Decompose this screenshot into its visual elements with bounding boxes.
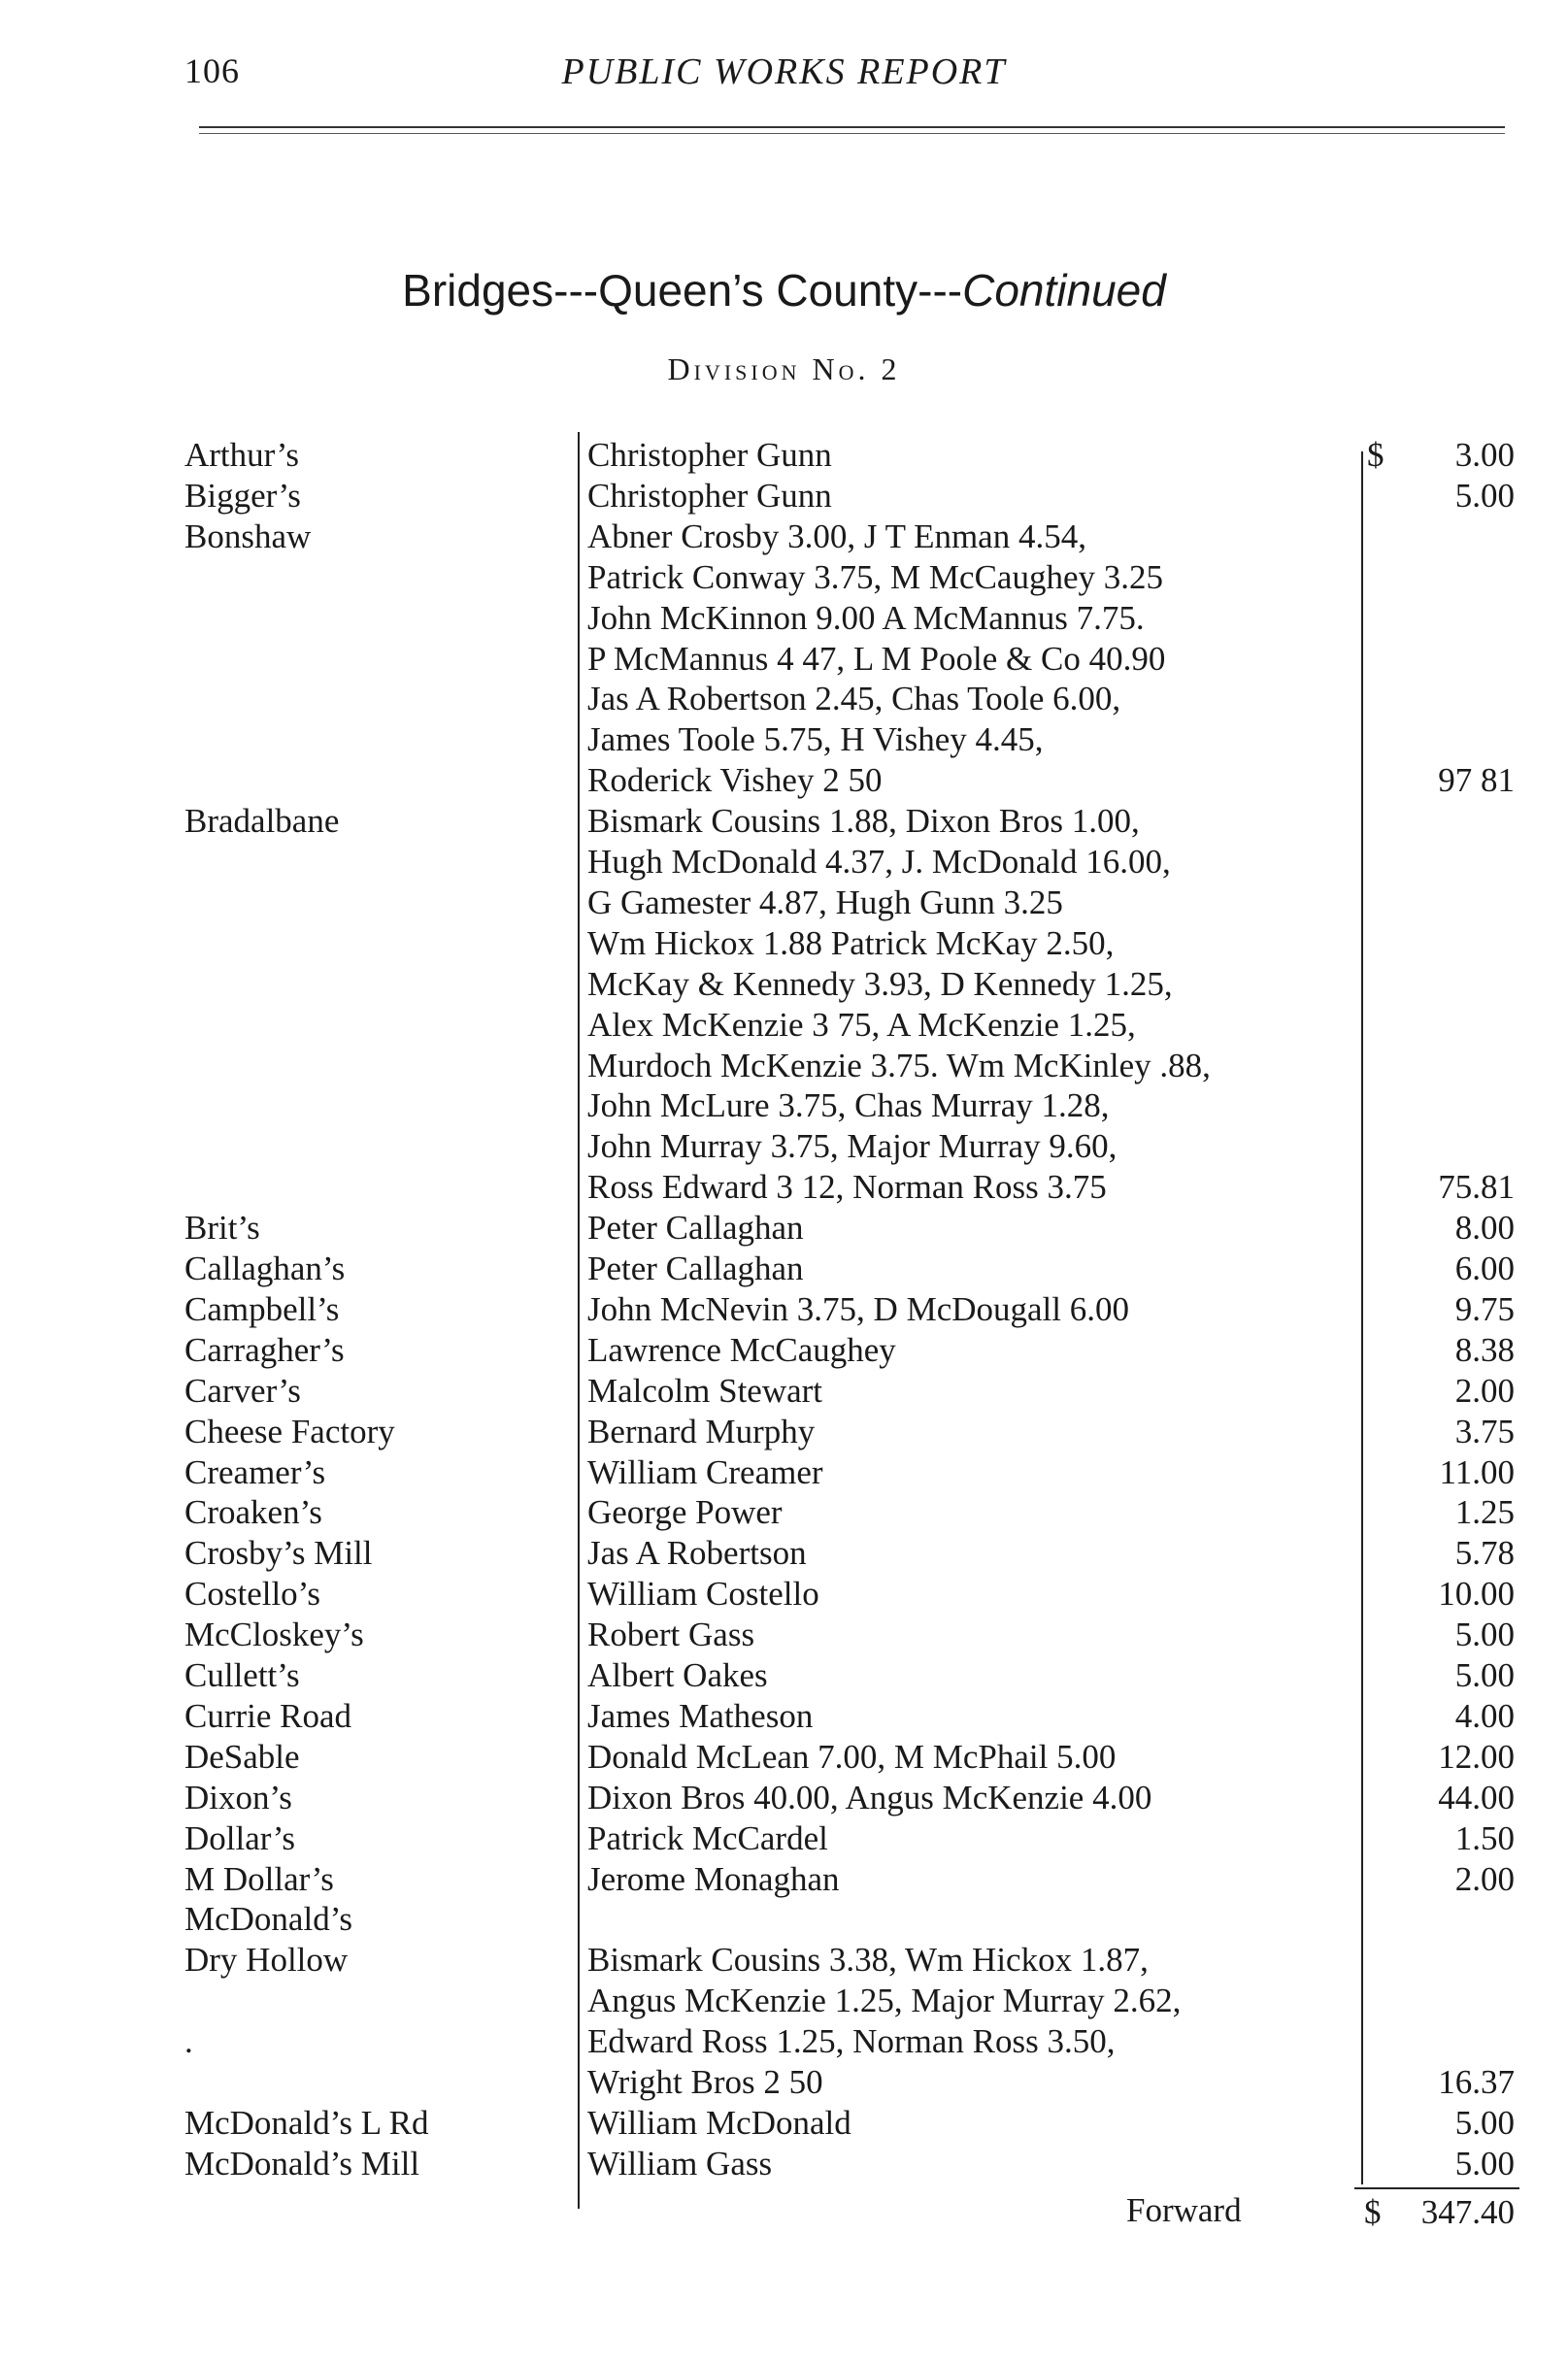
bridge-name: McCloskey’s — [184, 1616, 364, 1654]
bridge-name: Crosby’s Mill — [184, 1534, 373, 1573]
payee-entry: Wright Bros 2 50 — [587, 2063, 823, 2101]
payee-entry: Hugh McDonald 4.37, J. McDonald 16.00, — [587, 843, 1171, 881]
ledger-row — [0, 1533, 1568, 1574]
payee-entry: Malcolm Stewart — [587, 1371, 823, 1410]
ledger-row — [0, 1085, 1568, 1126]
ledger-row — [0, 842, 1568, 883]
payee-entry: Bernard Murphy — [587, 1412, 816, 1450]
payee-entry: Angus McKenzie 1.25, Major Murray 2.62, — [587, 1982, 1182, 2020]
payee-entry: George Power — [587, 1493, 783, 1532]
ledger-row — [0, 923, 1568, 964]
bridge-name: Carragher’s — [184, 1330, 345, 1369]
amount-value: 3.00 — [1454, 436, 1515, 474]
payee-entry: John McLure 3.75, Chas Murray 1.28, — [587, 1086, 1110, 1125]
ledger-row — [0, 1046, 1568, 1086]
payee-entry: James Toole 5.75, H Vishey 4.45, — [587, 720, 1044, 759]
division-heading: Division No. 2 — [667, 351, 901, 386]
ledger-row — [0, 1940, 1568, 1981]
bridge-name: M Dollar’s — [184, 1859, 334, 1898]
payee-entry: Edward Ross 1.25, Norman Ross 3.50, — [587, 2022, 1116, 2061]
ledger-row — [0, 1371, 1568, 1412]
payee-entry: John McKinnon 9.00 A McMannus 7.75. — [587, 598, 1145, 637]
payee-entry: Alex McKenzie 3 75, A McKenzie 1.25, — [587, 1005, 1136, 1044]
payee-entry: Peter Callaghan — [587, 1209, 804, 1248]
payee-entry: Jas A Robertson 2.45, Chas Toole 6.00, — [587, 680, 1121, 718]
payee-entry: William McDonald — [587, 2103, 851, 2142]
ledger-row — [0, 801, 1568, 842]
forward-dollar-sign: $ — [1364, 2193, 1382, 2231]
title-continued: Continued — [962, 265, 1166, 316]
bridge-name: Arthur’s — [184, 436, 299, 474]
page-title — [0, 264, 1568, 317]
ledger-row — [0, 1492, 1568, 1533]
ledger-row — [0, 476, 1568, 517]
bridge-name: Campbell’s — [184, 1289, 340, 1328]
ledger-row — [0, 1615, 1568, 1655]
ledger-row — [0, 557, 1568, 598]
ledger-row — [0, 517, 1568, 557]
bridge-name: Cullett’s — [184, 1656, 300, 1694]
ledger-row — [0, 1126, 1568, 1167]
amount-value: 12.00 — [1438, 1737, 1515, 1776]
bridge-name: Dry Hollow — [184, 1941, 349, 1980]
page-number: 106 — [184, 51, 240, 90]
bridge-name: DeSable — [184, 1737, 300, 1776]
bridge-name: Croaken’s — [184, 1493, 322, 1532]
payee-entry: Christopher Gunn — [587, 476, 832, 515]
bridge-name: Bonshaw — [184, 517, 312, 555]
bridge-name: Costello’s — [184, 1575, 321, 1614]
header-rule — [199, 126, 1505, 128]
payee-entry: G Gamester 4.87, Hugh Gunn 3.25 — [587, 883, 1063, 921]
payee-entry: William Creamer — [587, 1452, 823, 1491]
payee-entry: Patrick Conway 3.75, M McCaughey 3.25 — [587, 557, 1163, 596]
payee-entry: John Murray 3.75, Major Murray 9.60, — [587, 1127, 1118, 1166]
amount-value: 5.78 — [1454, 1534, 1515, 1573]
bridge-name: McDonald’s Mill — [184, 2144, 420, 2183]
amount-value: 5.00 — [1454, 1616, 1515, 1654]
ledger-row — [0, 1818, 1568, 1859]
amount-value: 5.00 — [1454, 476, 1515, 515]
amount-value: 75.81 — [1438, 1168, 1515, 1207]
amount-value: 2.00 — [1454, 1859, 1515, 1898]
bridge-name: Creamer’s — [184, 1452, 326, 1491]
ledger-row — [0, 760, 1568, 801]
bridge-name: Cheese Factory — [184, 1412, 395, 1450]
ledger-row — [0, 1859, 1568, 1900]
ledger-row — [0, 1005, 1568, 1046]
dollar-sign: $ — [1367, 436, 1385, 474]
ledger-row — [0, 1289, 1568, 1330]
payee-entry: William Gass — [587, 2144, 773, 2183]
bridge-name: Brit’s — [184, 1209, 260, 1248]
ledger-row — [0, 1452, 1568, 1493]
ledger-row — [0, 1574, 1568, 1615]
payee-entry: McKay & Kennedy 3.93, D Kennedy 1.25, — [587, 964, 1173, 1003]
payee-entry: Jerome Monaghan — [587, 1859, 840, 1898]
ledger-row — [0, 1208, 1568, 1249]
amount-value: 44.00 — [1438, 1778, 1515, 1816]
amount-value: 9.75 — [1454, 1289, 1515, 1328]
payee-entry: Abner Crosby 3.00, J T Enman 4.54, — [587, 517, 1086, 555]
amount-value: 5.00 — [1454, 1656, 1515, 1694]
payee-entry: John McNevin 3.75, D McDougall 6.00 — [587, 1289, 1130, 1328]
payee-entry: Albert Oakes — [587, 1656, 768, 1694]
amount-value: 2.00 — [1454, 1371, 1515, 1410]
forward-label: Forward — [1126, 2191, 1242, 2229]
payee-entry: Christopher Gunn — [587, 436, 832, 474]
ledger-row — [0, 1696, 1568, 1737]
amount-value: 8.38 — [1454, 1330, 1515, 1369]
amount-value: 8.00 — [1454, 1209, 1515, 1248]
ledger-row — [0, 2144, 1568, 2184]
ledger-row — [0, 964, 1568, 1005]
header-rule-thin — [199, 133, 1505, 134]
ledger-row — [0, 1330, 1568, 1371]
payee-entry: Wm Hickox 1.88 Patrick McKay 2.50, — [587, 923, 1115, 962]
bridge-name: . — [184, 2022, 193, 2061]
ledger-row — [0, 1737, 1568, 1778]
amount-value: 3.75 — [1454, 1412, 1515, 1450]
bridge-name: Carver’s — [184, 1371, 301, 1410]
amount-value: 97 81 — [1438, 761, 1515, 800]
payee-entry: Bismark Cousins 3.38, Wm Hickox 1.87, — [587, 1941, 1149, 1980]
bridge-name: Callaghan’s — [184, 1250, 346, 1287]
forward-total: 347.40 — [1420, 2193, 1515, 2231]
running-head: PUBLIC WORKS REPORT — [561, 51, 1007, 92]
ledger-row — [0, 1778, 1568, 1818]
amount-value: 16.37 — [1438, 2063, 1515, 2101]
ledger-row — [0, 883, 1568, 923]
ledger-row — [0, 1412, 1568, 1452]
ledger-row — [0, 435, 1568, 476]
payee-entry: Roderick Vishey 2 50 — [587, 761, 883, 800]
bridge-name: McDonald’s L Rd — [184, 2103, 429, 2142]
amount-value: 4.00 — [1454, 1696, 1515, 1735]
ledger-row — [0, 1899, 1568, 1940]
bridge-name: McDonald’s — [184, 1900, 353, 1939]
payee-entry: Jas A Robertson — [587, 1534, 807, 1573]
bridge-name: Bigger’s — [184, 476, 301, 515]
amount-value: 1.25 — [1454, 1493, 1515, 1532]
title-main: Bridges---Queen’s County--- — [402, 265, 963, 316]
payee-entry: William Costello — [587, 1575, 819, 1614]
payee-entry: Dixon Bros 40.00, Angus McKenzie 4.00 — [587, 1778, 1152, 1816]
payee-entry: James Matheson — [587, 1696, 814, 1735]
payee-entry: Robert Gass — [587, 1616, 755, 1654]
ledger-row — [0, 679, 1568, 719]
amount-value: 10.00 — [1438, 1575, 1515, 1614]
bridge-name: Bradalbane — [184, 802, 340, 841]
ledger-row — [0, 2021, 1568, 2062]
ledger-row — [0, 1981, 1568, 2021]
payee-entry: Bismark Cousins 1.88, Dixon Bros 1.00, — [587, 802, 1140, 841]
payee-entry: Patrick McCardel — [587, 1818, 828, 1857]
bridge-name: Dollar’s — [184, 1818, 296, 1857]
ledger-row — [0, 2062, 1568, 2103]
bridge-name: Currie Road — [184, 1696, 352, 1735]
ledger-row — [0, 2103, 1568, 2144]
amount-value: 11.00 — [1439, 1452, 1515, 1491]
bridge-name: Dixon’s — [184, 1778, 292, 1816]
ledger-row — [0, 639, 1568, 680]
payee-entry: Donald McLean 7.00, M McPhail 5.00 — [587, 1737, 1117, 1776]
amount-value: 5.00 — [1454, 2144, 1515, 2183]
ledger-row — [0, 1655, 1568, 1696]
amount-value: 1.50 — [1454, 1818, 1515, 1857]
ledger-row — [0, 1249, 1568, 1289]
amount-value: 5.00 — [1454, 2103, 1515, 2142]
payee-entry: Peter Callaghan — [587, 1250, 804, 1287]
ledger-row — [0, 719, 1568, 760]
payee-entry: Ross Edward 3 12, Norman Ross 3.75 — [587, 1168, 1107, 1207]
amount-value: 6.00 — [1454, 1250, 1515, 1287]
ledger-row — [0, 598, 1568, 639]
total-rule — [1354, 2187, 1519, 2189]
ledger-row — [0, 1167, 1568, 1208]
payee-entry: Lawrence McCaughey — [587, 1330, 896, 1369]
payee-entry: Murdoch McKenzie 3.75. Wm McKinley .88, — [587, 1046, 1211, 1084]
payee-entry: P McMannus 4 47, L M Poole & Co 40.90 — [587, 639, 1166, 678]
